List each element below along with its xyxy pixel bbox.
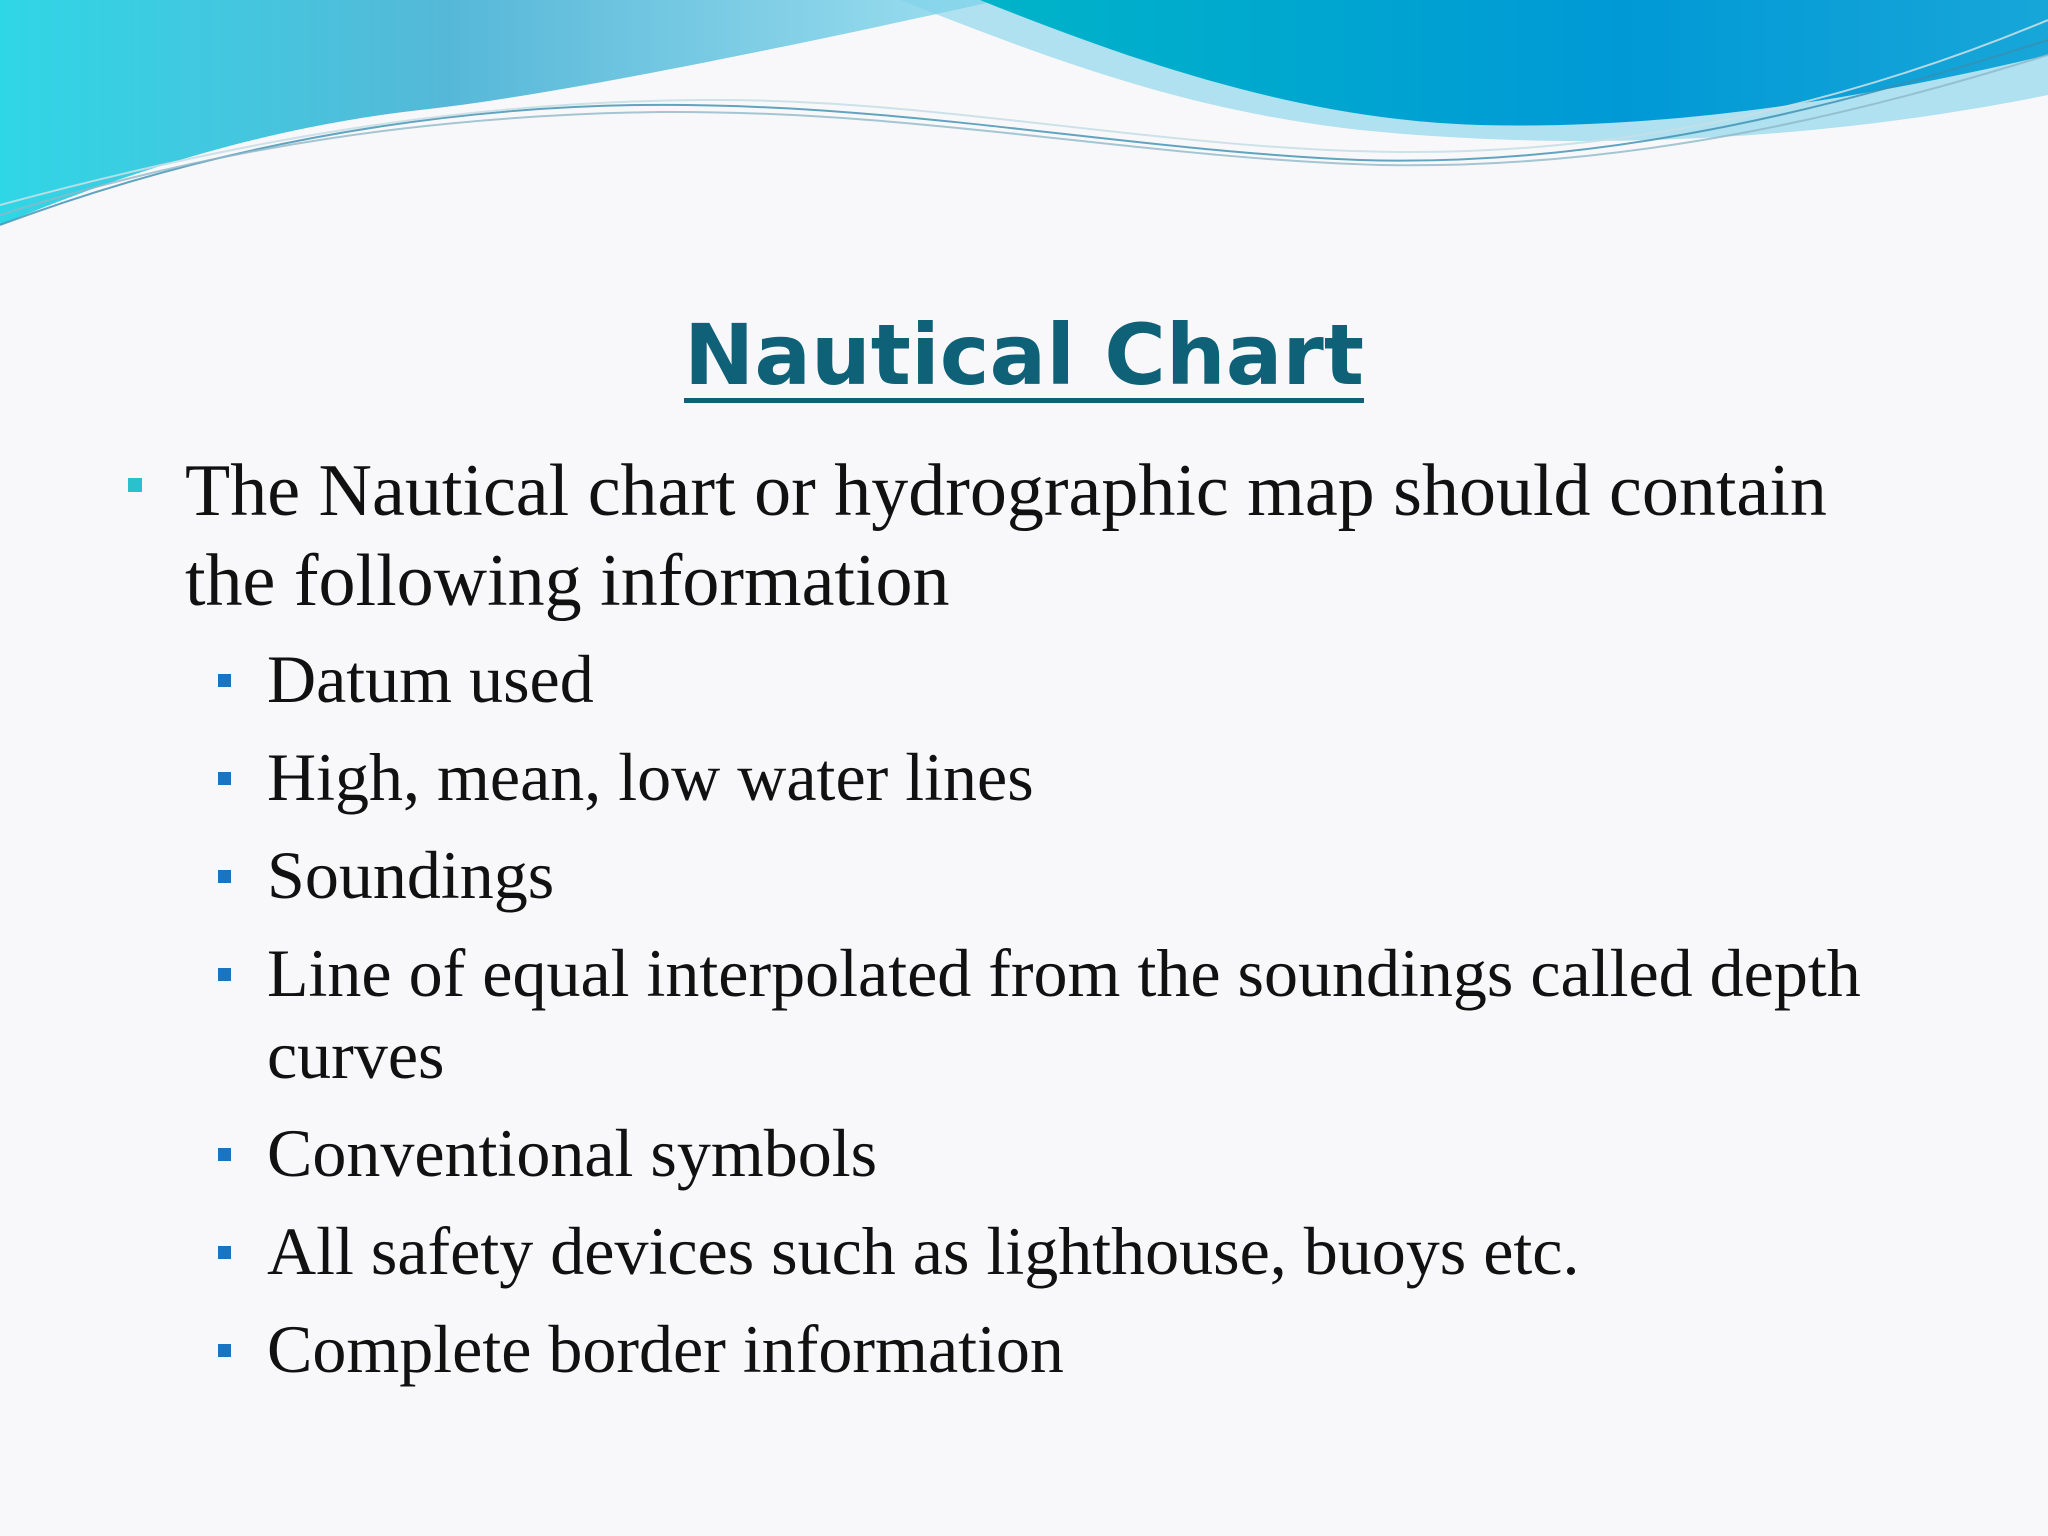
sub-bullet-marker: [218, 1344, 231, 1357]
sub-bullet-marker: [218, 968, 231, 981]
sub-bullet-text: Complete border information: [267, 1311, 1064, 1387]
sub-bullet-marker: [218, 674, 231, 687]
sub-bullet-text: Datum used: [267, 641, 594, 717]
slide-title-text: Nautical Chart: [684, 306, 1364, 404]
sub-bullet-text: Soundings: [267, 837, 555, 913]
sub-bullet-marker: [218, 1148, 231, 1161]
main-bullet-marker: [128, 478, 142, 492]
sub-bullet-text: High, mean, low water lines: [267, 739, 1034, 815]
sub-bullet-text: Conventional symbols: [267, 1115, 878, 1191]
sub-bullet-marker: [218, 870, 231, 883]
main-bullet-text: The Nautical chart or hydrographic map should contain the following information: [185, 450, 1827, 622]
sub-bullet-marker: [218, 1246, 231, 1259]
sub-bullet-marker: [218, 772, 231, 785]
sub-bullet-text: Line of equal interpolated from the soundings called depth curves: [267, 935, 1861, 1093]
sub-bullet-text: All safety devices such as lighthouse, buoys etc.: [267, 1213, 1580, 1289]
